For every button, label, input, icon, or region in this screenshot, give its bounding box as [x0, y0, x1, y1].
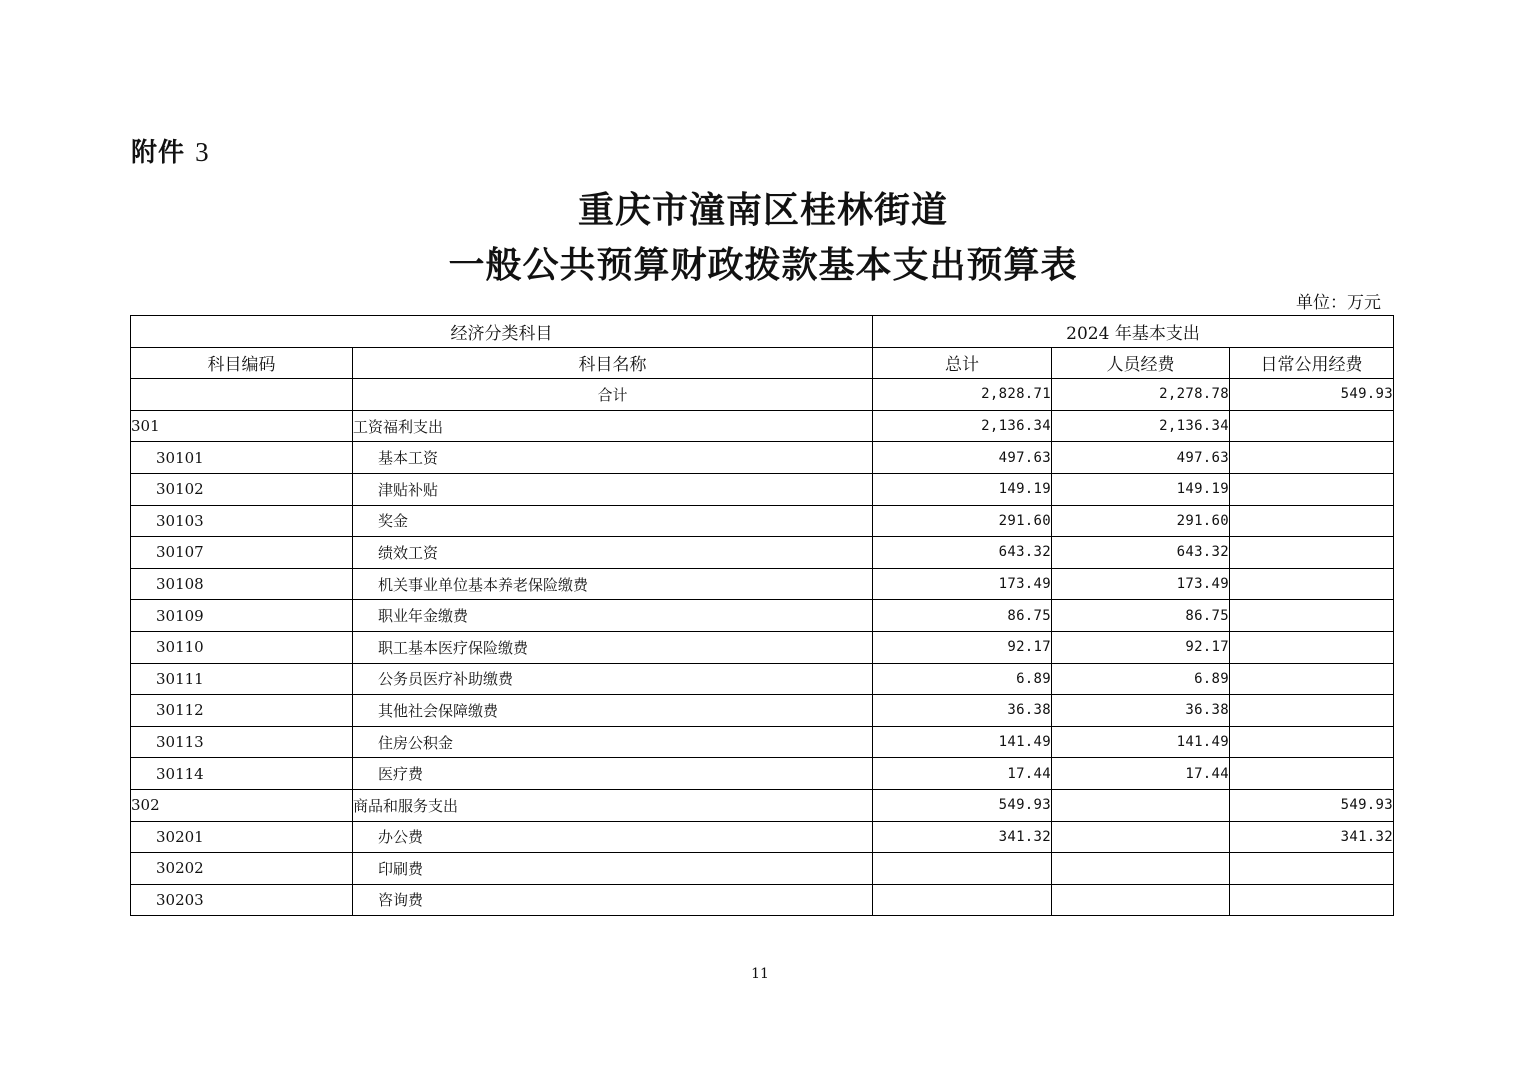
code-cell: 30112: [131, 695, 353, 727]
public-cell: [1230, 758, 1394, 790]
total-personnel-cell: 2,278.78: [1052, 379, 1230, 411]
public-cell: [1230, 853, 1394, 885]
public-cell: [1230, 631, 1394, 663]
name-cell: 咨询费: [353, 884, 873, 916]
table-row: [131, 600, 1394, 632]
code-cell: 30110: [131, 631, 353, 663]
total-cell: [873, 853, 1052, 885]
public-cell: [1230, 473, 1394, 505]
public-cell: [1230, 505, 1394, 537]
personnel-cell: 2,136.34: [1052, 410, 1230, 442]
name-cell: 奖金: [353, 505, 873, 537]
table-row: [131, 853, 1394, 885]
total-cell: 149.19: [873, 473, 1052, 505]
total-cell: 92.17: [873, 631, 1052, 663]
page-title-line1: 重庆市潼南区桂林街道: [577, 189, 948, 231]
total-cell: 36.38: [873, 695, 1052, 727]
column-header-code: 科目编码: [131, 347, 353, 379]
code-cell: 302: [131, 789, 353, 821]
personnel-cell: [1052, 884, 1230, 916]
total-cell: 141.49: [873, 726, 1052, 758]
table-row: [131, 884, 1394, 916]
table-row: [131, 537, 1394, 569]
code-cell: 30109: [131, 600, 353, 632]
group-header-row: [131, 316, 1394, 348]
name-cell: 公务员医疗补助缴费: [353, 663, 873, 695]
public-cell: [1230, 884, 1394, 916]
personnel-cell: 643.32: [1052, 537, 1230, 569]
total-cell: 549.93: [873, 789, 1052, 821]
code-cell: 30101: [131, 442, 353, 474]
column-header-total: 总计: [873, 347, 1052, 379]
total-row: [131, 379, 1394, 411]
personnel-cell: 86.75: [1052, 600, 1230, 632]
total-cell: [873, 884, 1052, 916]
total-cell: 6.89: [873, 663, 1052, 695]
public-cell: [1230, 663, 1394, 695]
column-header-personnel: 人员经费: [1052, 347, 1230, 379]
total-public-cell: 549.93: [1230, 379, 1394, 411]
code-cell: 30107: [131, 537, 353, 569]
total-cell: 173.49: [873, 568, 1052, 600]
personnel-cell: 36.38: [1052, 695, 1230, 727]
name-cell: 住房公积金: [353, 726, 873, 758]
attachment-text: 附件: [131, 138, 186, 168]
personnel-cell: 17.44: [1052, 758, 1230, 790]
personnel-cell: 149.19: [1052, 473, 1230, 505]
total-name-cell: 合计: [353, 379, 873, 411]
table-row: [131, 789, 1394, 821]
personnel-cell: 497.63: [1052, 442, 1230, 474]
personnel-cell: 173.49: [1052, 568, 1230, 600]
header-economic-classification: 经济分类科目: [131, 316, 873, 348]
table-row: [131, 695, 1394, 727]
name-cell: 职工基本医疗保险缴费: [353, 631, 873, 663]
name-cell: 其他社会保障缴费: [353, 695, 873, 727]
public-cell: 341.32: [1230, 821, 1394, 853]
name-cell: 津贴补贴: [353, 473, 873, 505]
name-cell: 职业年金缴费: [353, 600, 873, 632]
unit-label: 单位：万元: [1296, 293, 1381, 313]
code-cell: 30108: [131, 568, 353, 600]
code-cell: 30103: [131, 505, 353, 537]
table-row: [131, 442, 1394, 474]
code-cell: 30201: [131, 821, 353, 853]
table-row: [131, 410, 1394, 442]
total-cell: 17.44: [873, 758, 1052, 790]
public-cell: 549.93: [1230, 789, 1394, 821]
name-cell: 商品和服务支出: [353, 789, 873, 821]
code-cell: 30113: [131, 726, 353, 758]
table-row: [131, 758, 1394, 790]
attachment-number: 3: [195, 137, 210, 167]
code-cell: 30203: [131, 884, 353, 916]
name-cell: 基本工资: [353, 442, 873, 474]
table-row: [131, 631, 1394, 663]
total-cell: 643.32: [873, 537, 1052, 569]
code-cell: 30114: [131, 758, 353, 790]
personnel-cell: 291.60: [1052, 505, 1230, 537]
budget-table: [130, 315, 1394, 916]
code-cell: 301: [131, 410, 353, 442]
page-number: 11: [751, 966, 769, 982]
table-row: [131, 568, 1394, 600]
attachment-label: [131, 132, 210, 169]
table-row: [131, 505, 1394, 537]
public-cell: [1230, 568, 1394, 600]
personnel-cell: [1052, 789, 1230, 821]
total-code-cell: [131, 379, 353, 411]
name-cell: 绩效工资: [353, 537, 873, 569]
personnel-cell: 92.17: [1052, 631, 1230, 663]
name-cell: 机关事业单位基本养老保险缴费: [353, 568, 873, 600]
code-cell: 30102: [131, 473, 353, 505]
name-cell: 工资福利支出: [353, 410, 873, 442]
column-header-public: 日常公用经费: [1230, 347, 1394, 379]
table-row: [131, 726, 1394, 758]
public-cell: [1230, 600, 1394, 632]
table-body: [131, 379, 1394, 916]
name-cell: 办公费: [353, 821, 873, 853]
public-cell: [1230, 410, 1394, 442]
public-cell: [1230, 537, 1394, 569]
page-title-line2: 一般公共预算财政拨款基本支出预算表: [448, 244, 1078, 286]
name-cell: 医疗费: [353, 758, 873, 790]
total-total-cell: 2,828.71: [873, 379, 1052, 411]
table-row: [131, 473, 1394, 505]
total-cell: 341.32: [873, 821, 1052, 853]
table-row: [131, 663, 1394, 695]
public-cell: [1230, 726, 1394, 758]
total-cell: 2,136.34: [873, 410, 1052, 442]
code-cell: 30111: [131, 663, 353, 695]
column-header-name: 科目名称: [353, 347, 873, 379]
personnel-cell: [1052, 853, 1230, 885]
name-cell: 印刷费: [353, 853, 873, 885]
total-cell: 497.63: [873, 442, 1052, 474]
total-cell: 291.60: [873, 505, 1052, 537]
personnel-cell: [1052, 821, 1230, 853]
header-basic-expenditure: 2024 年基本支出: [873, 316, 1394, 348]
personnel-cell: 141.49: [1052, 726, 1230, 758]
public-cell: [1230, 695, 1394, 727]
column-header-row: [131, 347, 1394, 379]
personnel-cell: 6.89: [1052, 663, 1230, 695]
code-cell: 30202: [131, 853, 353, 885]
table-row: [131, 821, 1394, 853]
total-cell: 86.75: [873, 600, 1052, 632]
public-cell: [1230, 442, 1394, 474]
